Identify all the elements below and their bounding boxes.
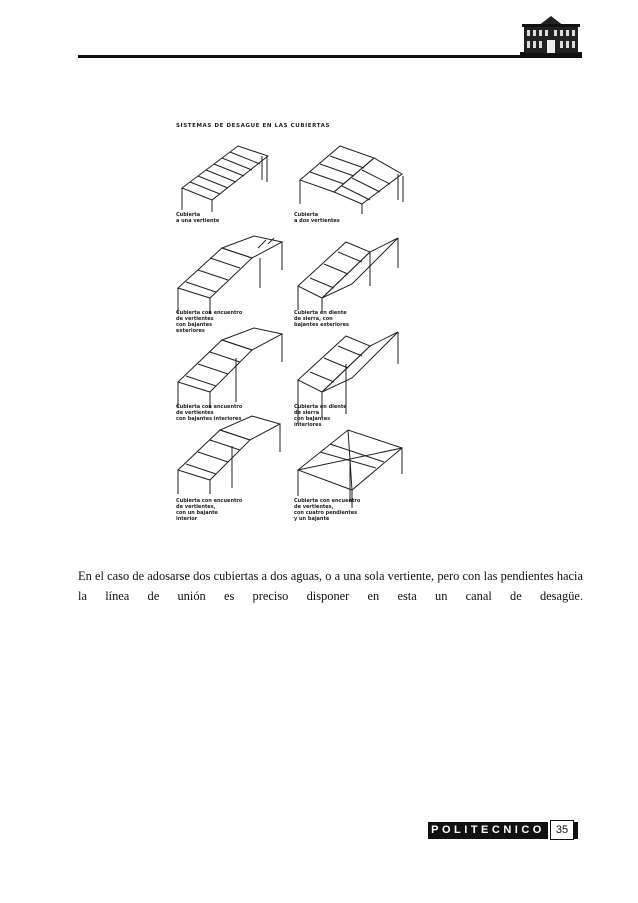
figure-caption: Cubierta con encuentro de vertientes con bajantes exteriores xyxy=(176,310,243,334)
building-logo-icon xyxy=(518,14,584,60)
footer-brand: POLITECNICO xyxy=(428,822,548,839)
body-paragraph: En el caso de adosarse dos cubiertas a dos aguas, o a una sola vertiente, pero con las pendientes hacia la línea de unión es preciso disponer en esta un canal de desagüe. xyxy=(78,569,583,603)
header-rule xyxy=(78,55,528,58)
figure-title: SISTEMAS DE DESAGUE EN LAS CUBIERTAS xyxy=(176,123,331,129)
roof-sawtooth-exterior-downpipes xyxy=(298,238,398,312)
page-number: 35 xyxy=(550,820,574,840)
figure-caption: Cubierta en diente de sierra con bajantes interiores xyxy=(294,404,347,428)
figure-caption: Cubierta con encuentro de vertientes, con un bajante interior xyxy=(176,498,243,522)
roof-two-slopes xyxy=(300,146,403,214)
roof-valley-single-interior-downpipe xyxy=(178,416,280,494)
figure-caption: Cubierta con encuentro de vertientes, con cuatro pendientes y un bajante xyxy=(294,498,361,522)
roof-single-slope xyxy=(182,146,268,212)
roof-valley-exterior-downpipes xyxy=(178,236,282,314)
figure-caption: Cubierta en diente de sierra, con bajantes exteriores xyxy=(294,310,349,328)
roof-four-slopes-one-downpipe xyxy=(298,430,402,508)
figure-caption: Cubierta con encuentro de vertientes con bajantes interiores xyxy=(176,404,243,422)
footer-tick xyxy=(574,822,578,839)
figure-caption: Cubierta a dos vertientes xyxy=(294,212,340,224)
figure-caption: Cubierta a una vertiente xyxy=(176,212,220,224)
roof-valley-interior-downpipes xyxy=(178,328,282,408)
